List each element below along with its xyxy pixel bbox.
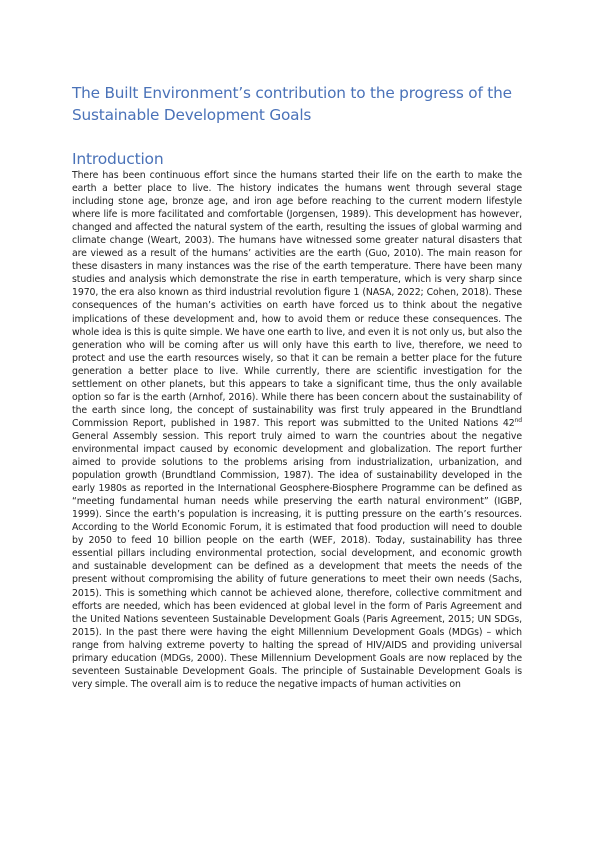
paragraph-text-part1: There has been continuous effort since the humans started their life on the earth to make the earth a better place to live. The history indicates the humans went through several stage including stone age, bronze age, and iron age before reaching to the current modern lifestyle where life is more facilitated and comfortable (Jorgensen, 1989). This development has however, changed and affected the natural system of the earth, resulting the issues of global warming and climate change (Weart, 2003). The humans have witnessed some greater natural disasters that are viewed as a result of the humans’ activities are the earth (Guo, 2010). The main reason for these disasters in many instances was the rise of the earth temperature. There have been many studies and analysis which demonstrate the rise in earth temperature, which is very sharp since 1970, the era also known as third industrial revolution figure 1 (NASA, 2022; Cohen, 2018). These consequences of the human’s activities on earth have forced us to think about the negative implications of these development and, how to avoid them or reduce these consequences. The whole idea is this is quite simple. We have one earth to live, and even it is not only us, but also the generation who will be coming after us will only have this earth to live, therefore, we need to protect and use the earth resources wisely, so that it can be remain a better place for the future generation a better place to live. While currently, there are scientific investigation for the settlement on other planets, but this appears to take a significant time, thus the only available option so far is the earth (Arnhof, 2016). While there has been concern about the sustainability of the earth since long, the concept of sustainability was first truly appeared in the Brundtland Commission Report, published in 1987. This report was submitted to the United Nations 42 bbox=[72, 170, 522, 429]
paragraph-text-part2: General Assembly session. This report truly aimed to warn the countries about the negative environmental impact caused by economic development and globalization. The report further aimed to provide solutions to the problems arising from industrialization, urbanization, and population growth (Brundtland Commission, 1987). The idea of sustainability developed in the early 1980s as reported in the International Geosphere-Biosphere Programme can be defined as “meeting fundamental human needs while preserving the earth natural environment” (IGBP, 1999). Since the earth’s population is increasing, it is putting pressure on the earth’s resources. According to the World Economic Forum, it is estimated that food production will need to double by 2050 to feed 10 billion people on the earth (WEF, 2018). Today, sustainability has three essential pillars including environmental protection, social development, and economic growth and sustainable development can be defined as a development that meets the needs of the present without compromising the ability of future generations to meet their own needs (Sachs, 2015). This is something which cannot be achieved alone, therefore, collective commitment and efforts are needed, which has been evidenced at global level in the form of Paris Agreement and the United Nations seventeen Sustainable Development Goals (Paris Agreement, 2015; UN SDGs, 2015). In the past there were having the eight Millennium Development Goals (MDGs) – which range from halving extreme poverty to halting the spread of HIV/AIDS and providing universal primary education (MDGs, 2000). These Millennium Development Goals are now replaced by the seventeen Sustainable Development Goals. The principle of Sustainable Development Goals is very simple. The overall aim is to reduce the negative impacts of human activities on bbox=[72, 430, 522, 690]
document-title: The Built Environment’s contribution to the progress of the Sustainable Development Goals bbox=[72, 84, 512, 124]
ordinal-superscript: nd bbox=[514, 416, 522, 424]
section-heading-introduction: Introduction bbox=[72, 150, 164, 168]
introduction-paragraph bbox=[72, 169, 522, 691]
